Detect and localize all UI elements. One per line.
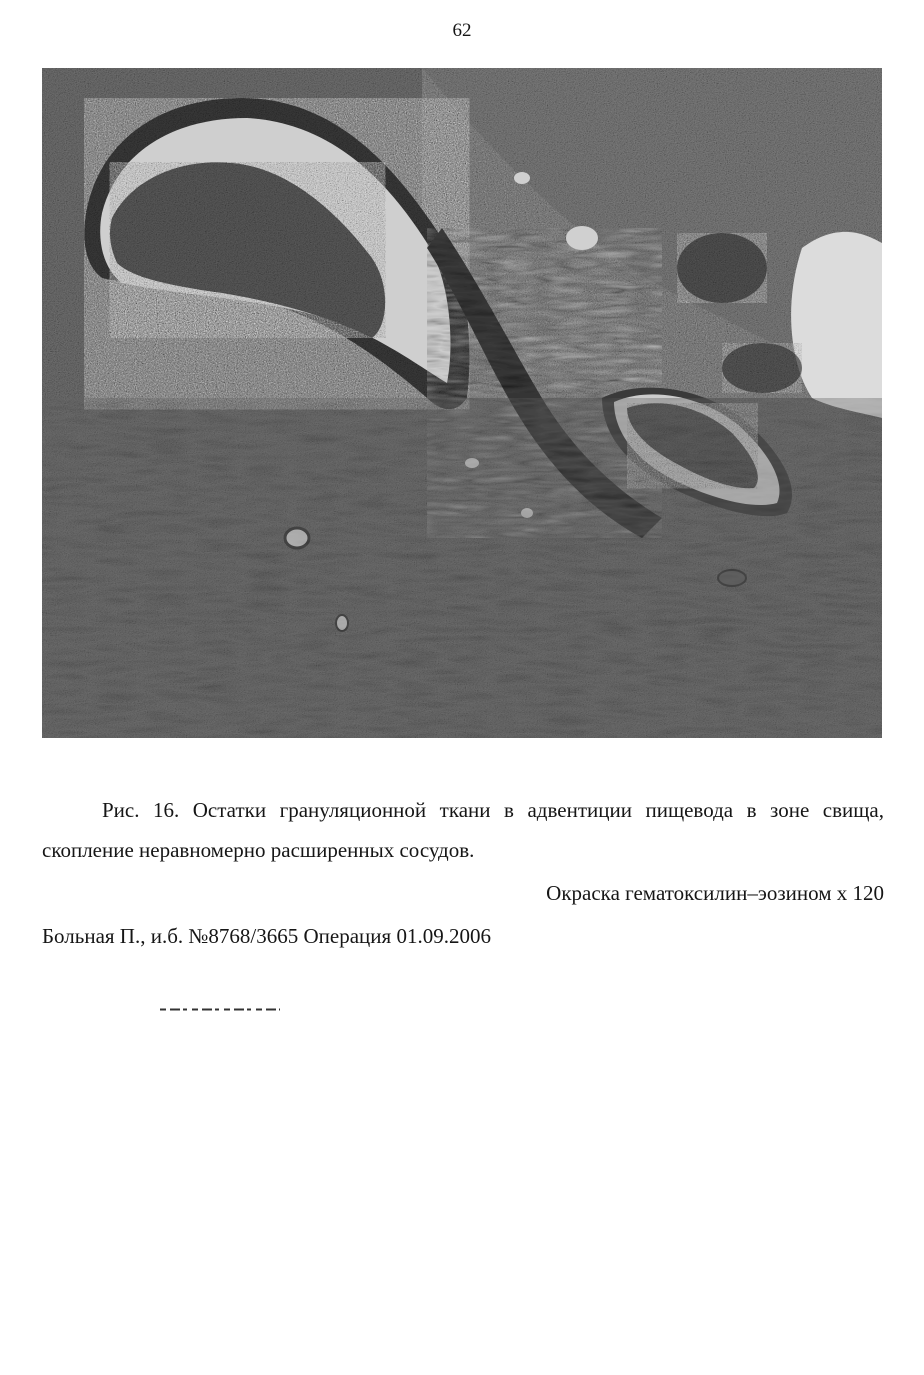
micrograph-image-icon	[42, 68, 882, 738]
patient-info: Больная П., и.б. №8768/3665 Операция 01.09.2006	[42, 924, 491, 948]
page-number: 62	[452, 20, 472, 41]
stain-note: Окраска гематоксилин–эозином х 120	[546, 881, 884, 905]
histology-micrograph	[42, 68, 882, 738]
figure-caption: Рис. 16. Остатки грануляционной ткани в адвентиции пищевода в зоне свища, скопление неравномерно расширенных сосудов.	[42, 798, 884, 862]
scan-artifact-icon	[160, 1008, 280, 1011]
